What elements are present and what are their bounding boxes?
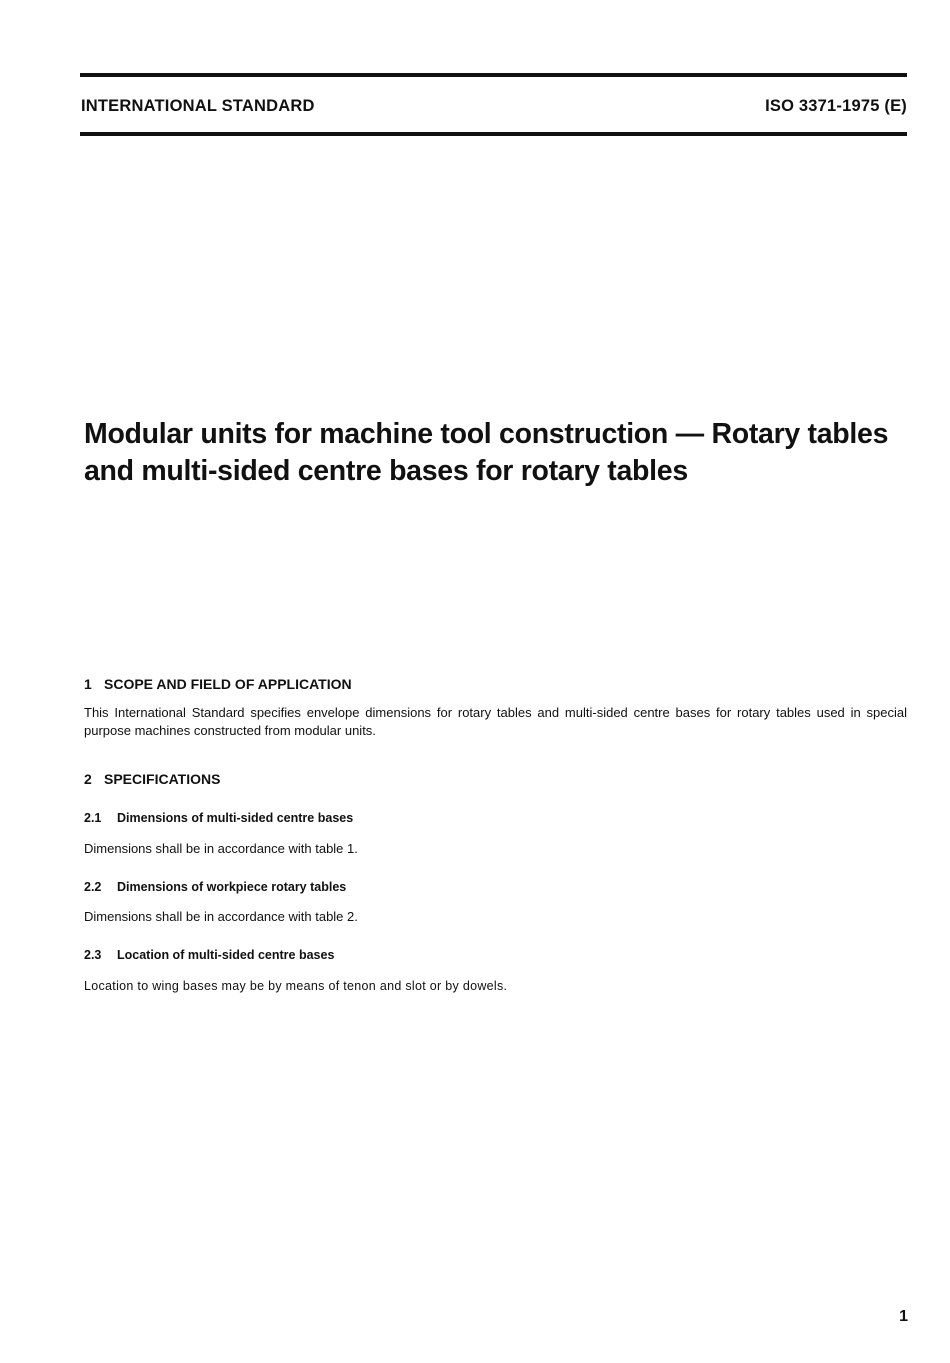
header-standard-label: INTERNATIONAL STANDARD — [81, 97, 315, 115]
section-1-number: 1 — [84, 676, 92, 692]
section-2-heading — [84, 771, 220, 787]
subsection-2-2-title: Dimensions of workpiece rotary tables — [117, 880, 347, 894]
subsection-2-1-number: 2.1 — [84, 811, 102, 825]
document-title-line-1: Modular units for machine tool construction — Rotary tables — [84, 418, 889, 450]
subsection-2-3-number: 2.3 — [84, 948, 102, 962]
subsection-2-1-heading — [84, 811, 353, 825]
section-1-body: This International Standard specifies envelope dimensions for rotary tables and multi-sided centre bases for rotary tables used in special purpose machines constructed from modular units. — [84, 705, 907, 738]
section-2-title: SPECIFICATIONS — [104, 771, 221, 787]
page-number: 1 — [899, 1308, 908, 1325]
section-2-number: 2 — [84, 771, 92, 787]
subsection-2-1-title: Dimensions of multi-sided centre bases — [117, 811, 354, 825]
header-document-id: ISO 3371-1975 (E) — [765, 97, 907, 115]
subsection-2-3-body: Location to wing bases may be by means of tenon and slot or by dowels. — [84, 979, 508, 993]
document-title-line-2: and multi-sided centre bases for rotary tables — [84, 455, 688, 487]
subsection-2-2-number: 2.2 — [84, 880, 102, 894]
subsection-2-1-body: Dimensions shall be in accordance with table 1. — [84, 841, 358, 856]
subsection-2-2-heading — [84, 880, 346, 894]
subsection-2-3-title: Location of multi-sided centre bases — [117, 948, 335, 962]
section-1-title: SCOPE AND FIELD OF APPLICATION — [104, 676, 352, 692]
document-title — [84, 416, 924, 490]
header-top-rule — [80, 73, 907, 77]
subsection-2-2-body: Dimensions shall be in accordance with table 2. — [84, 909, 358, 924]
section-1-heading — [84, 676, 352, 692]
subsection-2-3-heading — [84, 948, 334, 962]
header-bottom-rule — [80, 132, 907, 136]
